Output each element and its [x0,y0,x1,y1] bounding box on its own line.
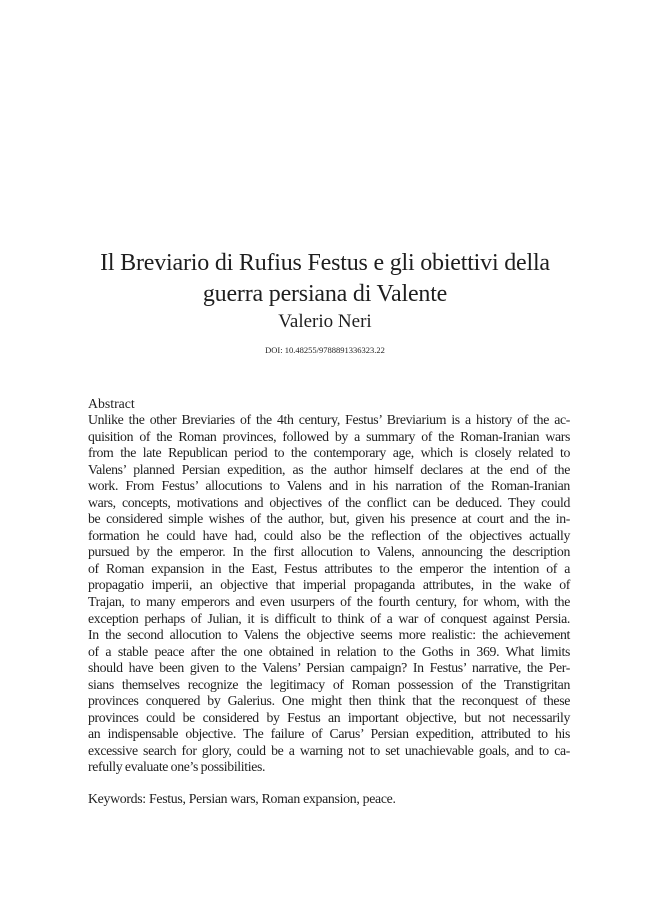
abstract-line: sians themselves recognize the legitimacy of Roman possession of the Transtigritan [88,676,570,692]
abstract-line: provinces conquered by Galerius. One might then think that the reconquest of these [88,693,570,709]
abstract-line: formation he could have had, could also be the reflection of the objectives actually [88,527,570,543]
article-doi: DOI: 10.48255/9788891336323.22 [265,345,385,355]
abstract-line: Valens’ planned Persian expedition, as the author himself declares at the end of the [88,461,570,477]
abstract-line: Trajan, to many emperors and even usurpers of the fourth century, for whom, with the [88,594,570,610]
abstract-heading: Abstract [88,396,135,411]
abstract-line: quisition of the Roman provinces, followed by a summary of the Roman-Iranian wars [88,428,570,444]
abstract-line: propagatio imperii, an objective that imperial propaganda attributes, in the wake of [88,577,570,593]
abstract-line: an indispensable objective. The failure of Carus’ Persian expedition, attributed to his [88,726,570,742]
abstract-line: provinces could be considered by Festus an important objective, but not necessarily [88,709,570,725]
article-author: Valerio Neri [278,311,372,332]
article-title-line: guerra persiana di Valente [202,281,448,308]
abstract-line: excessive search for glory, could be a warning not to set unachievable goals, and to ca- [88,742,570,758]
abstract-line: pursued by the emperor. In the first allocution to Valens, announcing the description [88,544,570,560]
abstract-line: from the late Republican period to the contemporary age, which is closely related to [88,445,570,461]
abstract-line: work. From Festus’ allocutions to Valens and in his narration of the Roman-Iranian [88,478,570,494]
abstract-line: be considered simple wishes of the author, but, given his presence at court and the in- [88,511,570,527]
abstract-line: exception perhaps of Julian, it is difficult to think of a war of conquest against Persia. [88,610,570,626]
abstract-line: of a stable peace after the one obtained in relation to the Goths in 369. What limits [88,643,570,659]
abstract-line: should have been given to the Valens’ Persian campaign? In Festus’ narrative, the Per- [88,660,570,676]
abstract-line: In the second allocution to Valens the objective seems more realistic: the achievement [88,627,570,643]
abstract-line: wars, concepts, motivations and objectives of the conflict can be deduced. They could [88,494,570,510]
abstract-line: refully evaluate one’s possibilities. [88,759,266,775]
keywords: Keywords: Festus, Persian wars, Roman expansion, peace. [88,791,396,806]
article-title-line: Il Breviario di Rufius Festus e gli obiettivi della [100,250,550,277]
abstract-line: Unlike the other Breviaries of the 4th century, Festus’ Breviarium is a history of the ac- [88,412,570,427]
abstract-body [88,412,570,776]
article-title [60,248,590,310]
abstract-line: of Roman expansion in the East, Festus attributes to the emperor the intention of a [88,560,570,576]
